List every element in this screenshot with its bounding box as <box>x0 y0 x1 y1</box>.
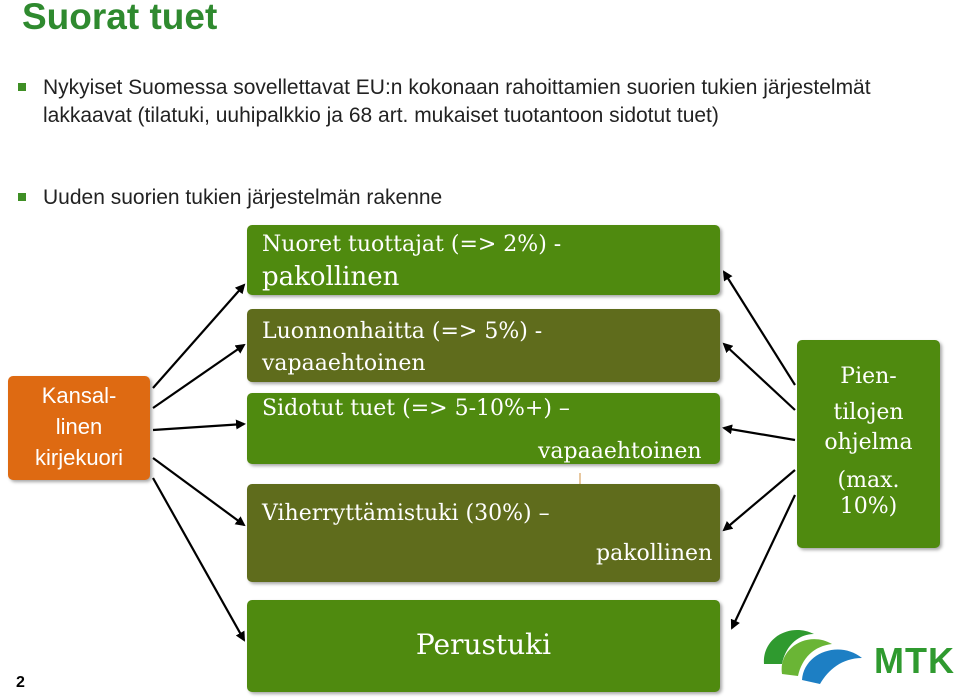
coupled-support-line: Sidotut tuet (=> 5-10%+) – <box>262 396 570 421</box>
greening-box <box>247 484 720 582</box>
small-farms-line: 10%) <box>839 494 898 519</box>
arrow-envelope-young <box>153 285 244 388</box>
arrow-smallfarms-greening <box>724 470 795 530</box>
small-farms-line: (max. <box>837 468 900 493</box>
arrow-envelope-coupled <box>153 424 244 430</box>
greening-line: Viherryttämistuki (30%) – <box>262 501 550 526</box>
arrow-smallfarms-young <box>724 272 795 385</box>
arrow-smallfarms-coupled <box>724 428 795 440</box>
envelope-label <box>8 380 150 473</box>
greening-line: pakollinen <box>596 541 713 566</box>
natural-handicap-line: vapaaehtoinen <box>262 351 426 376</box>
young-farmers-label <box>262 229 561 293</box>
small-farms-label <box>797 362 940 522</box>
bullet-text: Nykyiset Suomessa sovellettavat EU:n kokonaan rahoittamien suorien tukien järjestelmät lakkaavat (tilatuki, uuhipalkkio ja 68 art. mukaiset tuotantoon sidotut tuet) <box>43 76 871 127</box>
young-farmers-box <box>247 225 720 295</box>
young-farmers-line: Nuoret tuottajat (=> 2%) - <box>262 232 562 257</box>
mtk-logo-text: MTK <box>874 640 955 681</box>
arrow-envelope-natural <box>153 345 244 408</box>
young-farmers-line: pakollinen <box>262 262 400 292</box>
basic-payment-box <box>247 600 720 692</box>
arrow-envelope-greening <box>153 458 244 525</box>
natural-handicap-box <box>247 309 720 382</box>
natural-handicap-label <box>262 316 542 380</box>
small-farms-line: ohjelma <box>824 430 913 455</box>
arrow-envelope-basic <box>153 478 244 640</box>
small-farms-line: Pien- <box>840 364 897 389</box>
page-title: Suorat tuet <box>22 0 218 37</box>
envelope-line: linen <box>55 414 103 439</box>
arrow-smallfarms-natural <box>724 344 795 410</box>
mtk-logo <box>758 618 958 698</box>
page-number: 2 <box>16 674 25 691</box>
coupled-support-line: vapaaehtoinen <box>538 439 702 464</box>
national-envelope-box <box>8 376 150 480</box>
small-farms-box <box>797 340 940 548</box>
small-farms-line: tilojen <box>833 400 904 425</box>
natural-handicap-line: Luonnonhaitta (=> 5%) - <box>262 319 543 344</box>
bullet-text: Uuden suorien tukien järjestelmän rakenne <box>43 186 443 209</box>
basic-payment-label: Perustuki <box>415 628 552 661</box>
envelope-line: kirjekuori <box>34 445 124 470</box>
envelope-line: Kansal- <box>41 383 117 408</box>
